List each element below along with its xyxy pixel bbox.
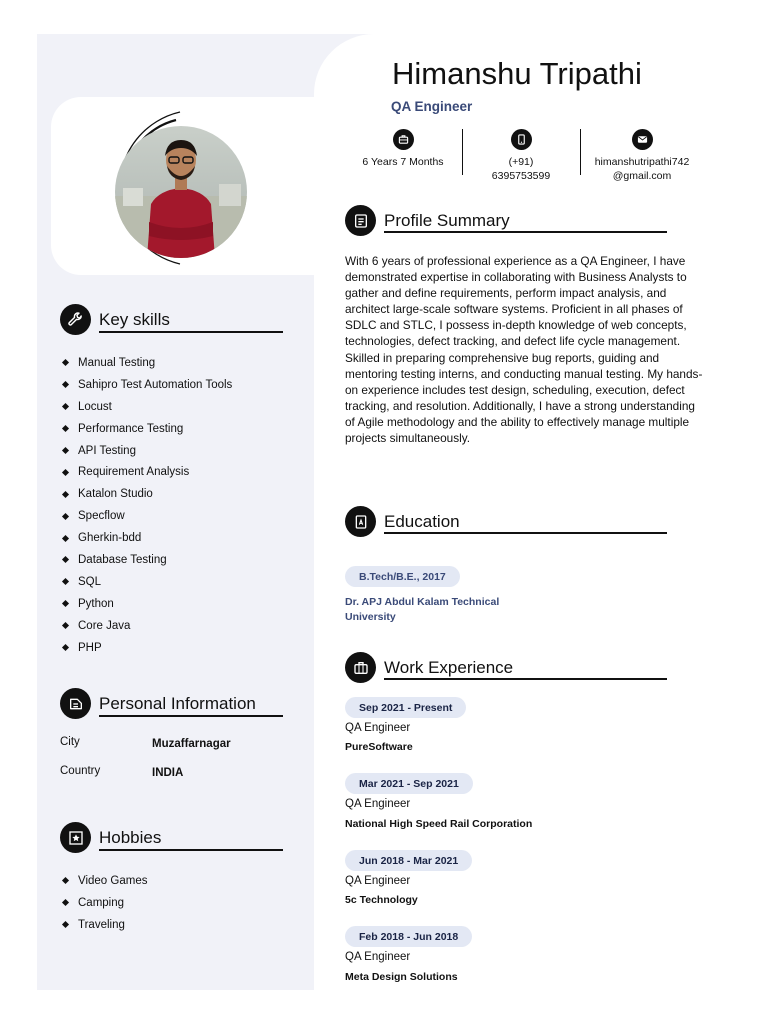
phone-icon	[511, 129, 532, 150]
job-period-badge: Jun 2018 - Mar 2021	[345, 850, 472, 871]
list-item	[61, 914, 147, 936]
diamond-bullet-icon	[62, 469, 69, 476]
diamond-bullet-icon	[62, 578, 69, 585]
resume-page	[37, 34, 731, 990]
city-value: Muzaffarnagar	[152, 738, 231, 750]
list-item-label: API Testing	[78, 444, 136, 457]
education-title: Education	[384, 511, 460, 531]
work-experience-rule	[384, 678, 667, 680]
diamond-bullet-icon	[62, 556, 69, 563]
job-company: 5c Technology	[345, 894, 418, 906]
wrench-icon	[60, 304, 91, 335]
candidate-name: Himanshu Tripathi	[392, 56, 642, 91]
list-item	[61, 571, 232, 593]
hobbies-rule	[99, 849, 283, 851]
diamond-bullet-icon	[62, 921, 69, 928]
diamond-bullet-icon	[62, 447, 69, 454]
hobbies-list	[61, 870, 147, 936]
document-icon	[60, 688, 91, 719]
city-label: City	[60, 736, 80, 748]
mail-icon	[632, 129, 653, 150]
diamond-bullet-icon	[62, 513, 69, 520]
list-item-label: Katalon Studio	[78, 488, 153, 501]
diamond-bullet-icon	[62, 600, 69, 607]
job-title: QA Engineer	[345, 951, 411, 963]
job-period-badge: Feb 2018 - Jun 2018	[345, 926, 472, 947]
briefcase-icon	[393, 129, 414, 150]
contact-divider	[462, 129, 463, 175]
list-item	[61, 461, 232, 483]
diamond-bullet-icon	[62, 622, 69, 629]
profile-summary-title: Profile Summary	[384, 210, 510, 230]
diamond-bullet-icon	[62, 899, 69, 906]
email-line-1: himanshutripathi742	[594, 156, 690, 168]
list-item-label: Video Games	[78, 874, 148, 887]
diamond-bullet-icon	[62, 877, 69, 884]
diamond-bullet-icon	[62, 403, 69, 410]
list-item-label: Traveling	[78, 918, 125, 931]
list-item-label: Core Java	[78, 619, 131, 632]
job-period-badge: Mar 2021 - Sep 2021	[345, 773, 473, 794]
list-item-label: Sahipro Test Automation Tools	[78, 378, 233, 391]
contact-divider	[580, 129, 581, 175]
key-skills-title: Key skills	[99, 309, 170, 329]
list-item	[61, 440, 232, 462]
summary-icon	[345, 205, 376, 236]
list-item	[61, 637, 232, 659]
key-skills-rule	[99, 331, 283, 333]
list-item-label: Specflow	[78, 510, 125, 523]
email-line-2: @gmail.com	[612, 170, 672, 182]
job-title: QA Engineer	[345, 875, 411, 887]
list-item	[61, 418, 232, 440]
diamond-bullet-icon	[62, 381, 69, 388]
diamond-bullet-icon	[62, 359, 69, 366]
list-item	[61, 527, 232, 549]
country-label: Country	[60, 765, 101, 777]
star-badge-icon	[60, 822, 91, 853]
list-item-label: Python	[78, 597, 114, 610]
diamond-bullet-icon	[62, 535, 69, 542]
job-period-badge: Sep 2021 - Present	[345, 697, 466, 718]
experience-text: 6 Years 7 Months	[362, 156, 444, 168]
phone-contact	[471, 129, 571, 183]
job-title: QA Engineer	[345, 798, 411, 810]
job-company: Meta Design Solutions	[345, 971, 458, 983]
list-item	[61, 483, 232, 505]
job-company: National High Speed Rail Corporation	[345, 818, 533, 830]
list-item	[61, 892, 147, 914]
personal-info-rule	[99, 715, 283, 717]
education-school: Dr. APJ Abdul Kalam Technical University	[345, 596, 500, 623]
education-degree-badge: B.Tech/B.E., 2017	[345, 566, 460, 587]
list-item	[61, 374, 232, 396]
education-rule	[384, 532, 667, 534]
country-value: INDIA	[152, 767, 184, 779]
diamond-bullet-icon	[62, 491, 69, 498]
personal-info-title: Personal Information	[99, 693, 256, 713]
list-item-label: Database Testing	[78, 553, 167, 566]
list-item	[61, 549, 232, 571]
job-title: QA Engineer	[345, 722, 411, 734]
email-contact[interactable]	[585, 129, 699, 183]
diamond-bullet-icon	[62, 425, 69, 432]
book-icon	[345, 506, 376, 537]
list-item-label: Performance Testing	[78, 422, 184, 435]
profile-summary-rule	[384, 231, 667, 233]
list-item	[61, 352, 232, 374]
diamond-bullet-icon	[62, 644, 69, 651]
list-item-label: SQL	[78, 575, 102, 588]
phone-line-1: (+91)	[508, 156, 534, 168]
briefcase-icon	[345, 652, 376, 683]
list-item-label: Locust	[78, 400, 112, 413]
experience-contact	[353, 129, 453, 169]
list-item-label: Requirement Analysis	[78, 466, 190, 479]
job-company: PureSoftware	[345, 741, 413, 753]
hobbies-title: Hobbies	[99, 827, 162, 847]
phone-line-2: 6395753599	[491, 170, 551, 182]
list-item	[61, 505, 232, 527]
list-item	[61, 593, 232, 615]
work-experience-title: Work Experience	[384, 657, 514, 677]
list-item-label: Gherkin-bdd	[78, 532, 142, 545]
list-item	[61, 870, 147, 892]
list-item	[61, 615, 232, 637]
candidate-role: QA Engineer	[391, 99, 473, 114]
list-item-label: Manual Testing	[78, 356, 156, 369]
list-item-label: PHP	[78, 641, 102, 654]
list-item-label: Camping	[78, 896, 125, 909]
profile-summary-text: With 6 years of professional experience as a QA Engineer, I have demonstrated expertise in collaborating with Business Analysts to gather and define requirements, perform impact analysis, and architect large-scale software systems. Proficient in all phases of SDLC and STLC, I possess in-depth knowledge of web concepts, technologies, defect tracking, and defect life cycle management. Skilled in preparing comprehensive bug reports, guiding and mentoring testing interns, and conducting manual testing. My hands-on experience includes test design, scheduling, execution, defect tracking, and resolution. Additionally, I have a strong understanding of Agile methodology and the ability to effectively manage multiple projects simultaneously.	[345, 254, 703, 446]
profile-photo	[115, 126, 247, 258]
list-item	[61, 396, 232, 418]
key-skills-list	[61, 352, 232, 658]
